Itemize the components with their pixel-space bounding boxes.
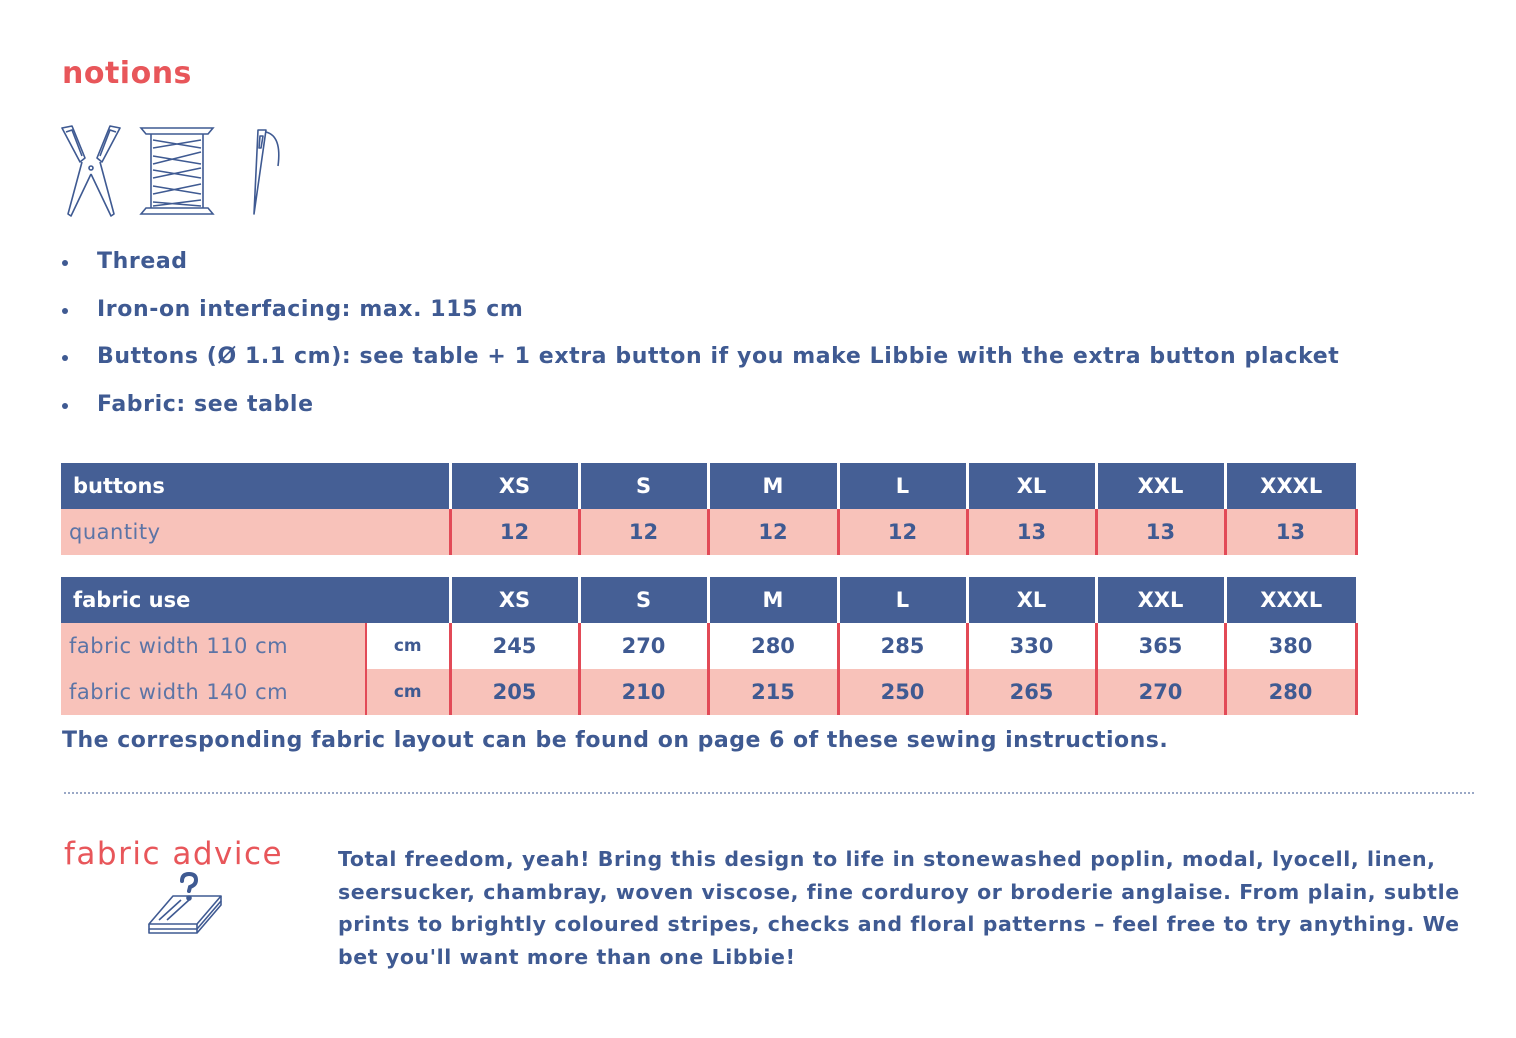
table-cell: 12 xyxy=(838,509,967,555)
table-row xyxy=(61,623,1356,669)
size-header: S xyxy=(579,463,708,509)
table-cell: 365 xyxy=(1096,623,1225,669)
table-header-label: buttons xyxy=(61,463,450,509)
table-row xyxy=(61,669,1356,715)
table-cell: 250 xyxy=(838,669,967,715)
table-cell: 205 xyxy=(450,669,579,715)
needle-icon xyxy=(254,130,279,214)
table-cell: 13 xyxy=(1225,509,1356,555)
list-item: Fabric: see table xyxy=(62,391,1339,419)
fabric-advice-text: Total freedom, yeah! Bring this design to life in stonewashed poplin, modal, lyocell, linen, seersucker, chambray, woven viscose, fine corduroy or broderie anglaise. From plain, subtle prints to brightly coloured stripes, checks and floral patterns – feel free to try anything. We bet you'll want more than one Libbie! xyxy=(338,847,1460,969)
fabric-layout-note: The corresponding fabric layout can be found on page 6 of these sewing instructions. xyxy=(62,728,1169,753)
table-cell: 210 xyxy=(579,669,708,715)
table-cell: 215 xyxy=(708,669,838,715)
table-cell: 270 xyxy=(579,623,708,669)
fabric-question-icon xyxy=(145,872,225,936)
table-cell: 13 xyxy=(967,509,1096,555)
table-cell: 12 xyxy=(708,509,838,555)
unit-label: cm xyxy=(366,623,450,669)
table-row xyxy=(61,509,1356,555)
thread-spool-icon xyxy=(141,128,213,214)
table-header-row xyxy=(61,577,1356,623)
table-cell: 13 xyxy=(1096,509,1225,555)
table-cell: 12 xyxy=(450,509,579,555)
table-cell: 245 xyxy=(450,623,579,669)
row-label: fabric width 140 cm xyxy=(61,669,366,715)
buttons-table xyxy=(61,463,1358,555)
unit-label: cm xyxy=(366,669,450,715)
size-header: L xyxy=(838,577,967,623)
row-label: quantity xyxy=(61,509,450,555)
notions-list xyxy=(62,248,1339,438)
fabric-table xyxy=(61,577,1358,715)
size-header: M xyxy=(708,463,838,509)
size-header: S xyxy=(579,577,708,623)
size-header: XXL xyxy=(1096,577,1225,623)
size-header: XS xyxy=(450,463,579,509)
dotted-divider xyxy=(64,792,1474,794)
notions-icons xyxy=(58,122,288,220)
table-header-row xyxy=(61,463,1356,509)
size-header: XL xyxy=(967,463,1096,509)
scissors-icon xyxy=(62,126,120,216)
size-header: XXXL xyxy=(1225,463,1356,509)
list-item: Iron-on interfacing: max. 115 cm xyxy=(62,296,1339,324)
size-header: XS xyxy=(450,577,579,623)
table-cell: 380 xyxy=(1225,623,1356,669)
size-header: M xyxy=(708,577,838,623)
table-cell: 330 xyxy=(967,623,1096,669)
row-label: fabric width 110 cm xyxy=(61,623,366,669)
size-header: XXL xyxy=(1096,463,1225,509)
table-cell: 12 xyxy=(579,509,708,555)
size-header: XL xyxy=(967,577,1096,623)
table-header-label: fabric use xyxy=(61,577,450,623)
table-cell: 280 xyxy=(1225,669,1356,715)
list-item: Buttons (Ø 1.1 cm): see table + 1 extra button if you make Libbie with the extra button placket xyxy=(62,343,1339,371)
table-cell: 265 xyxy=(967,669,1096,715)
size-header: XXXL xyxy=(1225,577,1356,623)
table-cell: 285 xyxy=(838,623,967,669)
notions-heading: notions xyxy=(62,56,192,91)
table-cell: 270 xyxy=(1096,669,1225,715)
table-cell: 280 xyxy=(708,623,838,669)
fabric-advice-heading: fabric advice xyxy=(64,836,284,872)
list-item: Thread xyxy=(62,248,1339,276)
size-header: L xyxy=(838,463,967,509)
